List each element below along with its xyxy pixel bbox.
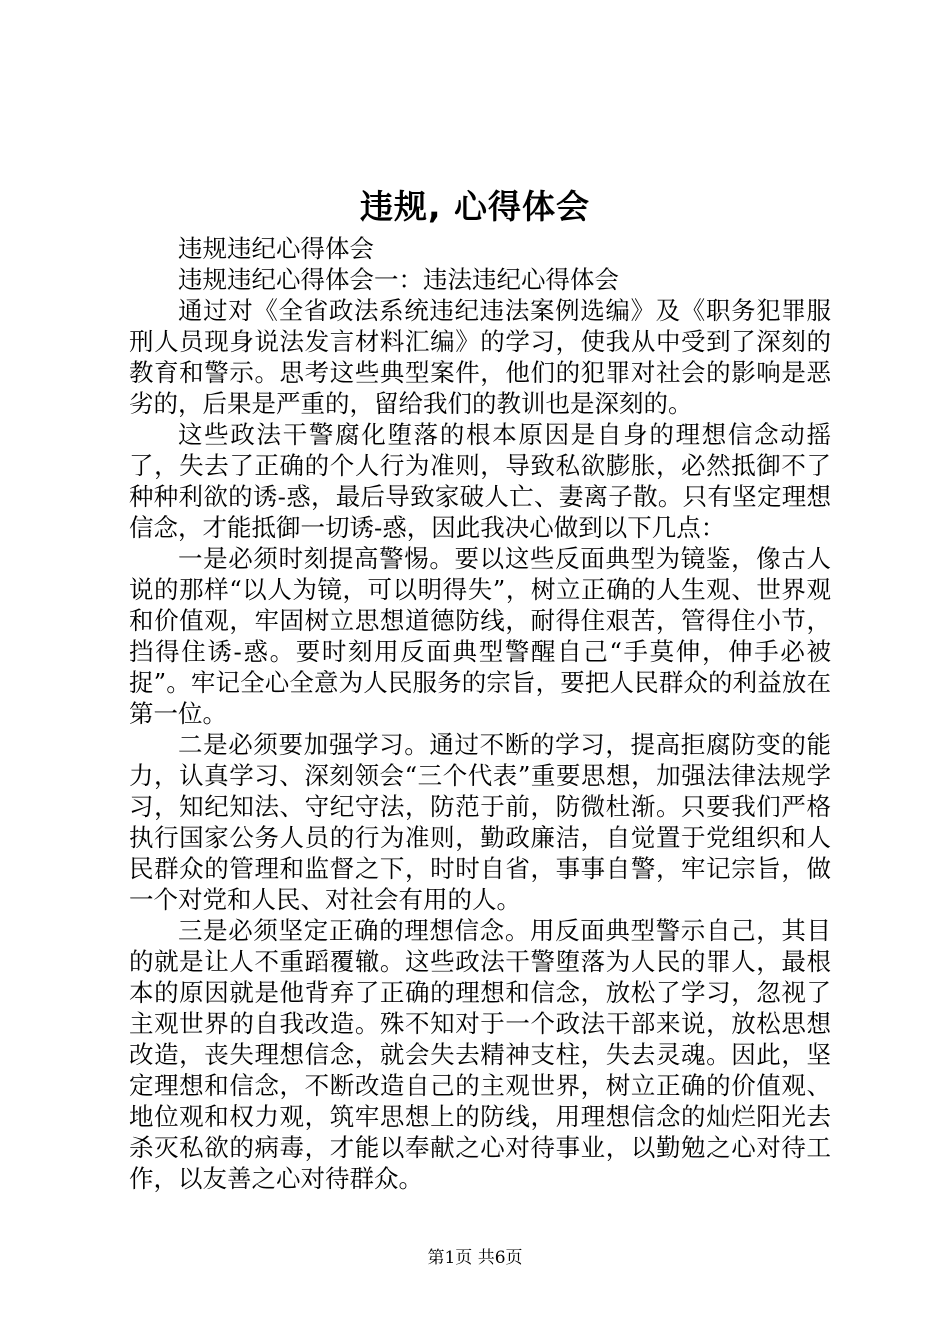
paragraph-point-three: 三是必须坚定正确的理想信念。用反面典型警示自己，其目的就是让人不重蹈覆辙。这些政法干警堕落为人民的罪人，最根本的原因就是他背弃了正确的理想和信念，放松了学习，忽视了主观世界的自我改造。殊不知对于一个政法干部来说，放松思想改造，丧失理想信念，就会失去精神支柱，失去灵魂。因此，坚定理想和信念，不断改造自己的主观世界，树立正确的价值观、地位观和权力观，筑牢思想上的防线，用理想信念的灿烂阳光去杀灭私欲的病毒，才能以奉献之心对待事业，以勤勉之心对待工作，以友善之心对待群众。 bbox=[129, 916, 831, 1193]
document-title: 违规, 心得体会 bbox=[359, 187, 591, 226]
paragraph-point-two: 二是必须要加强学习。通过不断的学习，提高拒腐防变的能力，认真学习、深刻领会“三个代表”重要思想，加强法律法规学习，知纪知法、守纪守法，防范于前，防微杜渐。只要我们严格执行国家公务人员的行为准则，勤政廉洁，自觉置于党组织和人民群众的管理和监督之下，时时自省，事事自警，牢记宗旨，做一个对党和人民、对社会有用的人。 bbox=[129, 730, 831, 914]
document-body bbox=[129, 233, 831, 1194]
paragraph-intro: 通过对《全省政法系统违纪违法案例选编》及《职务犯罪服刑人员现身说法发言材料汇编》的学习，使我从中受到了深刻的教育和警示。思考这些典型案件，他们的犯罪对社会的影响是恶劣的，后果是严重的，留给我们的教训也是深刻的。 bbox=[129, 296, 831, 418]
paragraph-subtitle: 违规违纪心得体会 bbox=[178, 234, 374, 263]
paragraph-root-cause: 这些政法干警腐化堕落的根本原因是自身的理想信念动摇了，失去了正确的个人行为准则，导致私欲膨胀，必然抵御不了种种利欲的诱-惑，最后导致家破人亡、妻离子散。只有坚定理想信念，才能抵御一切诱-惑，因此我决心做到以下几点： bbox=[129, 420, 831, 542]
page-number-footer: 第1页 共6页 bbox=[427, 1248, 523, 1268]
paragraph-section-heading: 违规违纪心得体会一：违法违纪心得体会 bbox=[178, 265, 619, 294]
paragraph-point-one: 一是必须时刻提高警惕。要以这些反面典型为镜鉴，像古人说的那样“以人为镜，可以明得失”，树立正确的人生观、世界观和价值观，牢固树立思想道德防线，耐得住艰苦，管得住小节，挡得住诱-惑。要时刻用反面典型警醒自己“手莫伸，伸手必被捉”。牢记全心全意为人民服务的宗旨，要把人民群众的利益放在第一位。 bbox=[129, 544, 831, 728]
